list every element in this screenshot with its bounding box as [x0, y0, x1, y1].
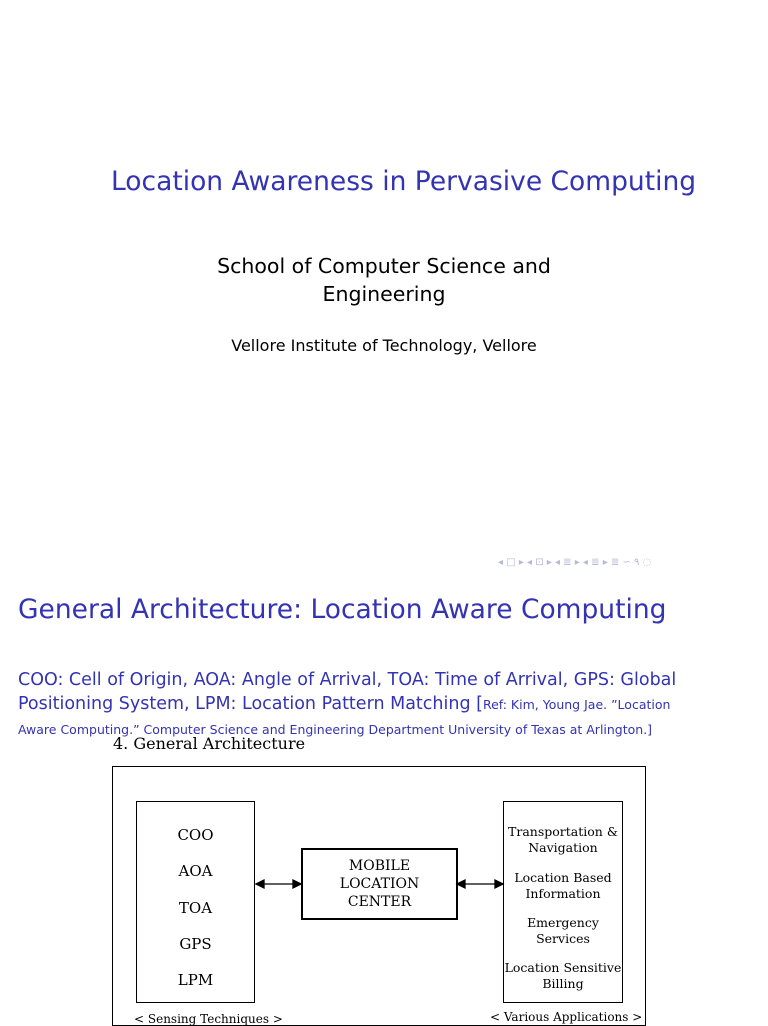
acronym-text: COO: Cell of Origin, AOA: Angle of Arrival, TOA: Time of Arrival, GPS: Global Positioning System, LPM: Location Pattern Matching [ — [18, 670, 677, 714]
technique-toa: TOA — [178, 899, 213, 917]
technique-lpm: LPM — [177, 971, 214, 989]
app-line: Services — [536, 930, 590, 946]
arrowhead-right-a — [457, 880, 465, 888]
reference-citation: Ref: Kim, Young Jae. ”Location Aware Computing.” Computer Science and Engineering Department University of Texas at Arlington.] — [18, 697, 671, 737]
app-line: Navigation — [528, 839, 598, 855]
app-line: Location Sensitive — [504, 960, 622, 975]
center-line-2: LOCATION — [339, 876, 420, 892]
technique-coo: COO — [177, 826, 214, 844]
school-name: School of Computer Science and Engineering — [217, 254, 551, 306]
sensing-techniques-label: < Sensing Techniques > — [134, 1012, 283, 1026]
technique-aoa: AOA — [178, 862, 213, 880]
institute-name: Vellore Institute of Technology, Vellore — [231, 336, 537, 355]
frame-title: General Architecture: Location Aware Computing — [18, 594, 667, 625]
app-line: Emergency — [527, 915, 599, 930]
arrowhead-left-a — [256, 880, 264, 888]
arrowhead-right-b — [495, 880, 503, 888]
app-line: Information — [525, 885, 601, 901]
beamer-navigation-icons[interactable]: ◂ □ ▸ ◂ ⊡ ▸ ◂ ≣ ▸ ◂ ≣ ▸ ≣ ∽ ۹ ◌ — [498, 557, 652, 568]
technique-gps: GPS — [179, 935, 212, 953]
center-line-3: CENTER — [347, 894, 412, 910]
slide-title: Location Awareness in Pervasive Computing — [111, 166, 697, 197]
figure-caption: 4. General Architecture — [113, 734, 306, 753]
arrowhead-left-b — [293, 880, 301, 888]
center-line-1: MOBILE — [348, 858, 411, 874]
app-line: Transportation & — [508, 824, 618, 839]
app-line: Location Based — [514, 870, 612, 885]
various-applications-label: < Various Applications > — [490, 1010, 643, 1024]
app-line: Billing — [542, 975, 584, 991]
